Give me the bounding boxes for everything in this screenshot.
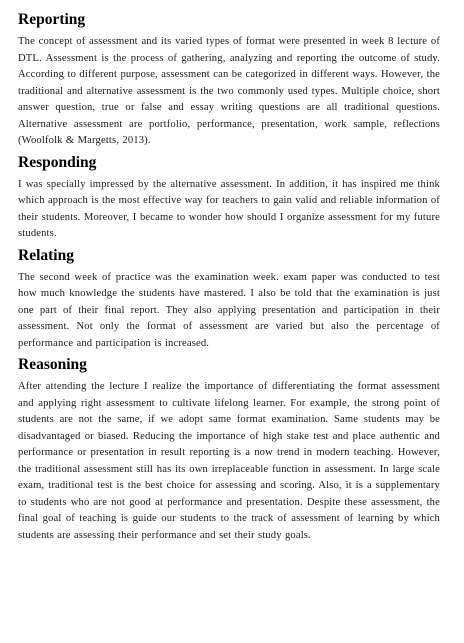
section-paragraph: The concept of assessment and its varied types of format were presented in week 8 lecture of DTL. Assessment is the process of gathering, analyzing and reporting the outcome of study. According to different purpose, assessment can be categorized in different ways. However, the traditional and alternative assessment is the two commonly used types. Multiple choice, short answer question, true or false and essay writing questions are all traditional questions. Alternative assessment are portfolio, performance, presentation, work sample, reflections (Woolfolk & Margetts, 2013). <box>18 36 440 146</box>
section-responding <box>18 153 440 243</box>
section-heading: Reasoning <box>18 356 87 373</box>
section-heading: Responding <box>18 153 97 171</box>
section-heading: Relating <box>18 246 74 264</box>
section-reporting <box>18 10 440 150</box>
section-paragraph: I was specially impressed by the alternative assessment. In addition, it has inspired me think which approach is the most effective way for teachers to gain valid and reliable information of their students. Moreover, I became to wonder how should I organize assessment for my future students. <box>18 178 440 239</box>
section-reasoning <box>18 355 440 544</box>
section-relating <box>18 246 440 353</box>
document-page <box>18 10 440 547</box>
section-paragraph: The second week of practice was the examination week. exam paper was conducted to test how much knowledge the students have mastered. I also be told that the examination is just one part of their final report. They also applying presentation and participation in their assessment. Not only the format of assessment are varied but also the percentage of performance and participation is increased. <box>18 271 440 349</box>
section-heading: Reporting <box>18 11 86 28</box>
section-paragraph: After attending the lecture I realize the importance of differentiating the format assessment and applying right assessment to cultivate lifelong learner. For example, the strong point of students are not the same, if we adopt same format examination. Same students may be disadvantaged or biased. Reducing the importance of high stake test and place authentic and performance or presentation in result reporting is a now trend in modern teaching. However, the traditional assessment still has its own irreplaceable function in assessment. In large scale exam, traditional test is the best choice for assessing and scoring. Also, it is a supplementary to students who are not good at performance and presentation. Despite these assessment, the final goal of teaching is guide our students to the track of assessment of learning by which students are assessing their performance and set their study goals. <box>18 381 440 541</box>
